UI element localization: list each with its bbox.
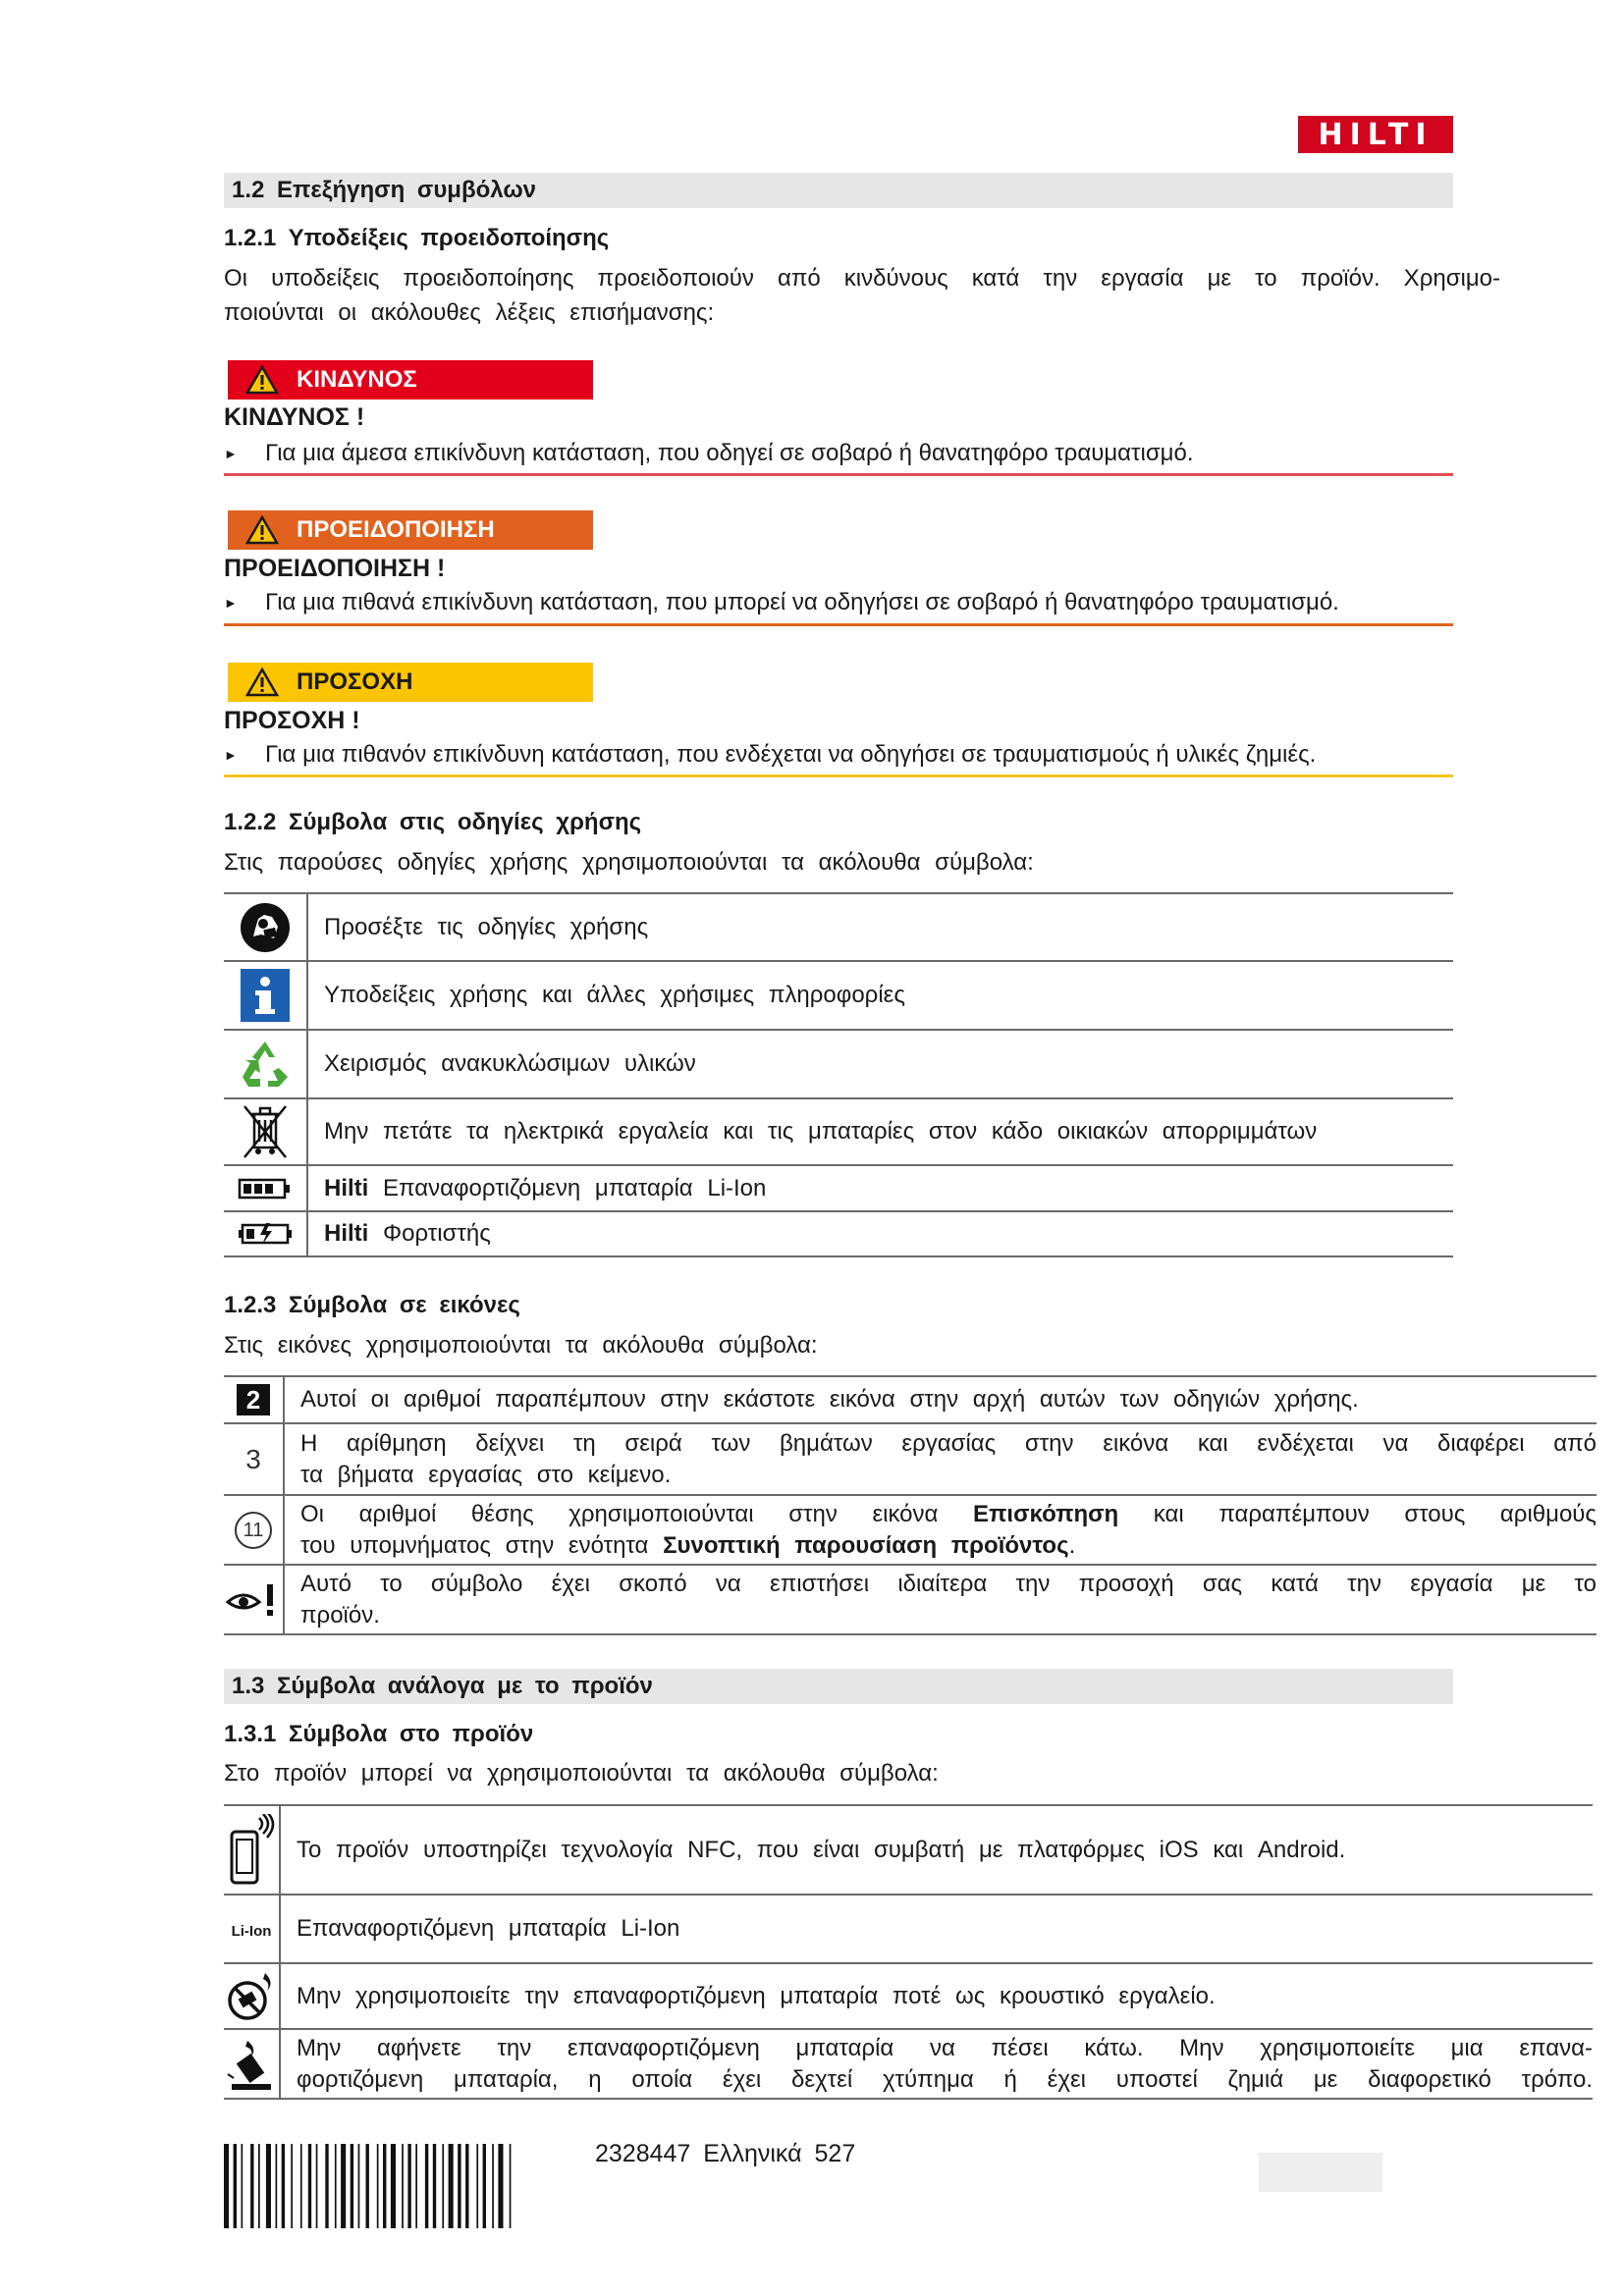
- description-text: .: [1068, 1531, 1076, 1559]
- position-number-icon: [224, 1495, 284, 1565]
- description-line: [300, 1499, 1597, 1530]
- intro-line: Οι υποδείξεις προειδοποίησης προειδοποιούν από κινδύνους κατά την εργασία με το προϊόν. Χρησιμο-: [224, 265, 1500, 292]
- symbol-description: [307, 1165, 1453, 1211]
- figure-number-icon: [224, 1376, 284, 1423]
- symbol-description-text: Επαναφορτιζόμενη μπαταρία Li-Ion: [383, 1174, 767, 1201]
- symbols-figures-table: [224, 1375, 1597, 1635]
- subsection-heading-1-3-1: 1.3.1 Σύμβολα στο προϊόν: [224, 1721, 534, 1747]
- danger-text: Για μια άμεσα επικίνδυνη κατάσταση, που οδηγεί σε σοβαρό ή θανατηφόρο τραυματισμό.: [265, 440, 1194, 466]
- description-line: φορτιζόμενη μπαταρία, η οποία έχει δεχτεί χτύπημα ή έχει υποστεί ζημιά με διαφορετικό τρόπο.: [297, 2065, 1593, 2093]
- no-drop-icon: [224, 2029, 280, 2099]
- warning-label-text: ΠΡΟΕΙΔΟΠΟΙΗΣΗ: [297, 516, 495, 543]
- hilti-logo: HILTI: [1298, 116, 1453, 153]
- danger-bullet: [224, 440, 1194, 467]
- symbol-description: [284, 1495, 1597, 1565]
- brand-name: Hilti: [324, 1174, 369, 1201]
- danger-word: ΚΙΝΔΥΝΟΣ !: [224, 403, 365, 431]
- symbol-description: Χειρισμός ανακυκλώσιμων υλικών: [307, 1030, 1453, 1098]
- warning-label: [228, 510, 593, 550]
- brand-name: Hilti: [324, 1220, 369, 1247]
- symbol-description: Προσέξτε τις οδηγίες χρήσης: [307, 893, 1453, 961]
- doc-number: 2328447: [595, 2140, 691, 2167]
- bullet-arrow-icon: ►: [224, 747, 238, 763]
- caution-rule: [224, 774, 1453, 777]
- table-row: [224, 1495, 1597, 1565]
- danger-label-text: ΚΙΝΔΥΝΟΣ: [297, 366, 417, 393]
- barcode: [224, 2144, 564, 2228]
- table-row: [224, 1165, 1453, 1211]
- table-row: [224, 893, 1453, 961]
- table-row: [224, 1423, 1597, 1495]
- intro-paragraph-1-2-2: Στις παρούσες οδηγίες χρήσης χρησιμοποιούνται τα ακόλουθα σύμβολα:: [224, 849, 1034, 876]
- page-number: 527: [814, 2140, 856, 2167]
- symbols-product-table: [224, 1804, 1593, 2100]
- subsection-heading-1-2-1: 1.2.1 Υποδείξεις προειδοποίησης: [224, 225, 610, 251]
- table-row: [224, 1565, 1597, 1634]
- table-row: [224, 1963, 1593, 2029]
- table-row: [224, 1805, 1593, 1895]
- danger-rule: [224, 473, 1453, 476]
- intro-paragraph-1-2-1: [224, 261, 1500, 330]
- figure-number-box: 2: [237, 1384, 270, 1415]
- caution-word: ΠΡΟΣΟΧΗ !: [224, 707, 360, 734]
- warning-triangle-icon: [228, 515, 297, 545]
- symbol-description-text: Φορτιστής: [383, 1220, 491, 1247]
- symbol-description: [284, 1423, 1597, 1495]
- description-line: [300, 1532, 1075, 1559]
- symbol-description: Μην πετάτε τα ηλεκτρικά εργαλεία και τις μπαταρίες στον κάδο οικιακών απορριμμάτων: [307, 1098, 1453, 1165]
- description-text: και παραπέμπουν στους αριθμούς: [1153, 1500, 1597, 1527]
- footer-language: Ελληνικά: [703, 2140, 802, 2167]
- nfc-phone-icon: [224, 1805, 280, 1895]
- li-ion-icon: [224, 1895, 280, 1963]
- description-text: του υπομνήματος στην ενότητα: [300, 1531, 649, 1559]
- caution-label-text: ΠΡΟΣΟΧΗ: [297, 668, 413, 695]
- li-ion-label: Li-Ion: [231, 1923, 272, 1940]
- subsection-heading-1-2-2: 1.2.2 Σύμβολα στις οδηγίες χρήσης: [224, 809, 642, 835]
- symbol-description: [284, 1565, 1597, 1634]
- warning-bullet: [224, 589, 1339, 616]
- description-line: Αυτό το σύμβολο έχει σκοπό να επιστήσει ιδιαίτερα την προσοχή σας κατά την εργασία με το: [300, 1570, 1597, 1597]
- table-row: [224, 1376, 1597, 1423]
- description-emphasis: Επισκόπηση: [973, 1500, 1119, 1527]
- warning-triangle-icon: [228, 667, 297, 697]
- step-number: 3: [245, 1443, 261, 1474]
- table-row: [224, 961, 1453, 1030]
- caution-text: Για μια πιθανόν επικίνδυνη κατάσταση, που ενδέχεται να οδηγήσει σε τραυματισμούς ή υλικές ζημιές.: [265, 741, 1317, 768]
- charger-icon: [224, 1211, 307, 1256]
- no-hammer-icon: [224, 1963, 280, 2029]
- symbols-manual-table: [224, 892, 1453, 1257]
- caution-bullet: [224, 741, 1316, 769]
- description-line: προϊόν.: [300, 1601, 380, 1629]
- symbol-description: Αυτοί οι αριθμοί παραπέμπουν στην εκάστοτε εικόνα στην αρχή αυτών των οδηγιών χρήσης.: [284, 1376, 1597, 1423]
- recycle-icon: [224, 1030, 307, 1098]
- bullet-arrow-icon: ►: [224, 446, 238, 461]
- description-text: Οι αριθμοί θέσης χρησιμοποιούνται στην εικόνα: [300, 1500, 939, 1527]
- warning-rule: [224, 623, 1453, 626]
- danger-label: [228, 360, 593, 400]
- description-line: Η αρίθμηση δείχνει τη σειρά των βημάτων εργασίας στην εικόνα και ενδέχεται να διαφέρει από: [300, 1429, 1597, 1457]
- symbol-description: Μην χρησιμοποιείτε την επαναφορτιζόμενη μπαταρία ποτέ ως κρουστικό εργαλείο.: [280, 1963, 1593, 2029]
- warning-text: Για μια πιθανά επικίνδυνη κατάσταση, που μπορεί να οδηγήσει σε σοβαρό ή θανατηφόρο τραυματισμό.: [265, 589, 1339, 615]
- page-footer: [595, 2140, 855, 2168]
- footer-shade-box: [1259, 2153, 1382, 2192]
- read-manual-icon: [224, 893, 307, 961]
- description-emphasis: Συνοπτική παρουσίαση προϊόντος: [663, 1531, 1069, 1559]
- intro-paragraph-1-3-1: Στο προϊόν μπορεί να χρησιμοποιούνται τα ακόλουθα σύμβολα:: [224, 1760, 939, 1787]
- symbol-description: [307, 1211, 1453, 1256]
- caution-label: [228, 663, 593, 702]
- intro-line: ποιούνται οι ακόλουθες λέξεις επισήμανσης:: [224, 299, 715, 326]
- section-heading-1-2: 1.2 Επεξήγηση συμβόλων: [224, 173, 1453, 208]
- table-row: [224, 1895, 1593, 1963]
- position-number-circle: 11: [235, 1512, 272, 1549]
- battery-icon: [224, 1165, 307, 1211]
- warning-word: ΠΡΟΕΙΔΟΠΟΙΗΣΗ !: [224, 555, 446, 582]
- step-number-icon: [224, 1423, 284, 1495]
- description-line: Μην αφήνετε την επαναφορτιζόμενη μπαταρία να πέσει κάτω. Μην χρησιμοποιείτε μια επανα-: [297, 2034, 1593, 2061]
- symbol-description: Υποδείξεις χρήσης και άλλες χρήσιμες πληροφορίες: [307, 961, 1453, 1030]
- info-icon: [224, 961, 307, 1030]
- attention-eye-icon: [224, 1565, 284, 1634]
- table-row: [224, 2029, 1593, 2099]
- symbol-description: Το προϊόν υποστηρίζει τεχνολογία NFC, που είναι συμβατή με πλατφόρμες iOS και Android.: [280, 1805, 1593, 1895]
- table-row: [224, 1098, 1453, 1165]
- intro-paragraph-1-2-3: Στις εικόνες χρησιμοποιούνται τα ακόλουθα σύμβολα:: [224, 1332, 818, 1359]
- description-line: τα βήματα εργασίας στο κείμενο.: [300, 1461, 672, 1488]
- section-heading-1-3: 1.3 Σύμβολα ανάλογα με το προϊόν: [224, 1669, 1453, 1704]
- symbol-description: Επαναφορτιζόμενη μπαταρία Li-Ion: [280, 1895, 1593, 1963]
- table-row: [224, 1211, 1453, 1256]
- no-bin-icon: [224, 1098, 307, 1165]
- subsection-heading-1-2-3: 1.2.3 Σύμβολα σε εικόνες: [224, 1292, 520, 1318]
- symbol-description: [280, 2029, 1593, 2099]
- bullet-arrow-icon: ►: [224, 595, 238, 611]
- table-row: [224, 1030, 1453, 1098]
- warning-triangle-icon: [228, 365, 297, 395]
